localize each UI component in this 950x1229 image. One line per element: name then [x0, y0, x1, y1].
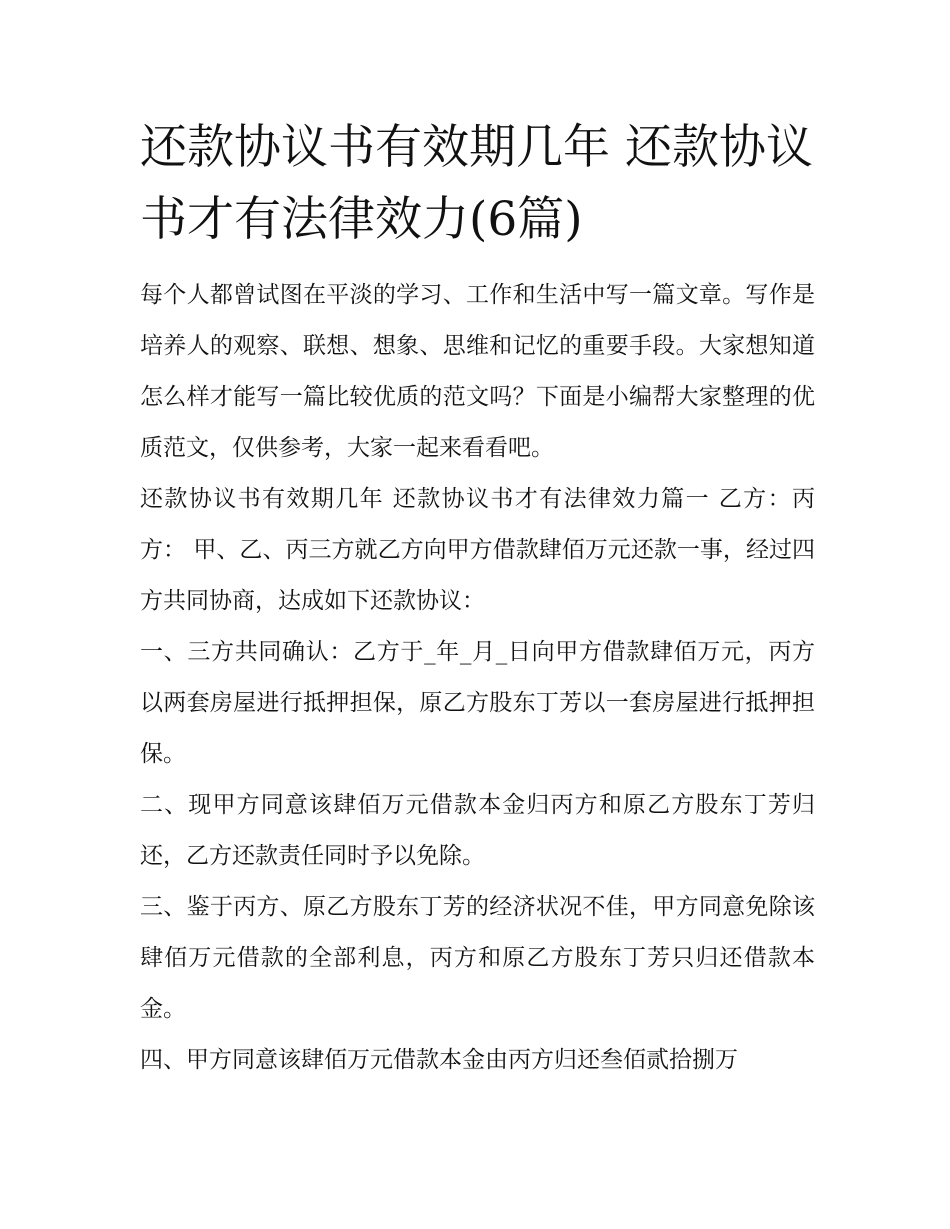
document-page	[140, 112, 815, 1086]
paragraph-clause-4: 四、甲方同意该肆佰万元借款本金由丙方归还叁佰贰拾捌万	[140, 1047, 738, 1073]
paragraph-article-one-heading: 还款协议书有效期几年 还款协议书才有法律效力篇一 乙方：丙方： 甲、乙、丙三方就乙方向甲方借款肆佰万元还款一事，经过四方共同协商，达成如下还款协议：	[140, 486, 815, 614]
paragraph-intro: 每个人都曾试图在平淡的学习、工作和生活中写一篇文章。写作是培养人的观察、联想、想象、思维和记忆的重要手段。大家想知道怎么样才能写一篇比较优质的范文吗？下面是小编帮大家整理的优质范文，仅供参考，大家一起来看看吧。	[140, 282, 815, 461]
paragraph-clause-1: 一、三方共同确认：乙方于_年_月_日向甲方借款肆佰万元，丙方以两套房屋进行抵押担保，原乙方股东丁芳以一套房屋进行抵押担保。	[140, 639, 815, 767]
paragraph-clause-3: 三、鉴于丙方、原乙方股东丁芳的经济状况不佳，甲方同意免除该肆佰万元借款的全部利息，丙方和原乙方股东丁芳只归还借款本金。	[140, 894, 815, 1022]
paragraph-clause-2: 二、现甲方同意该肆佰万元借款本金归丙方和原乙方股东丁芳归还，乙方还款责任同时予以免除。	[140, 792, 815, 869]
document-title: 还款协议书有效期几年 还款协议书才有法律效力(6篇)	[140, 120, 813, 247]
